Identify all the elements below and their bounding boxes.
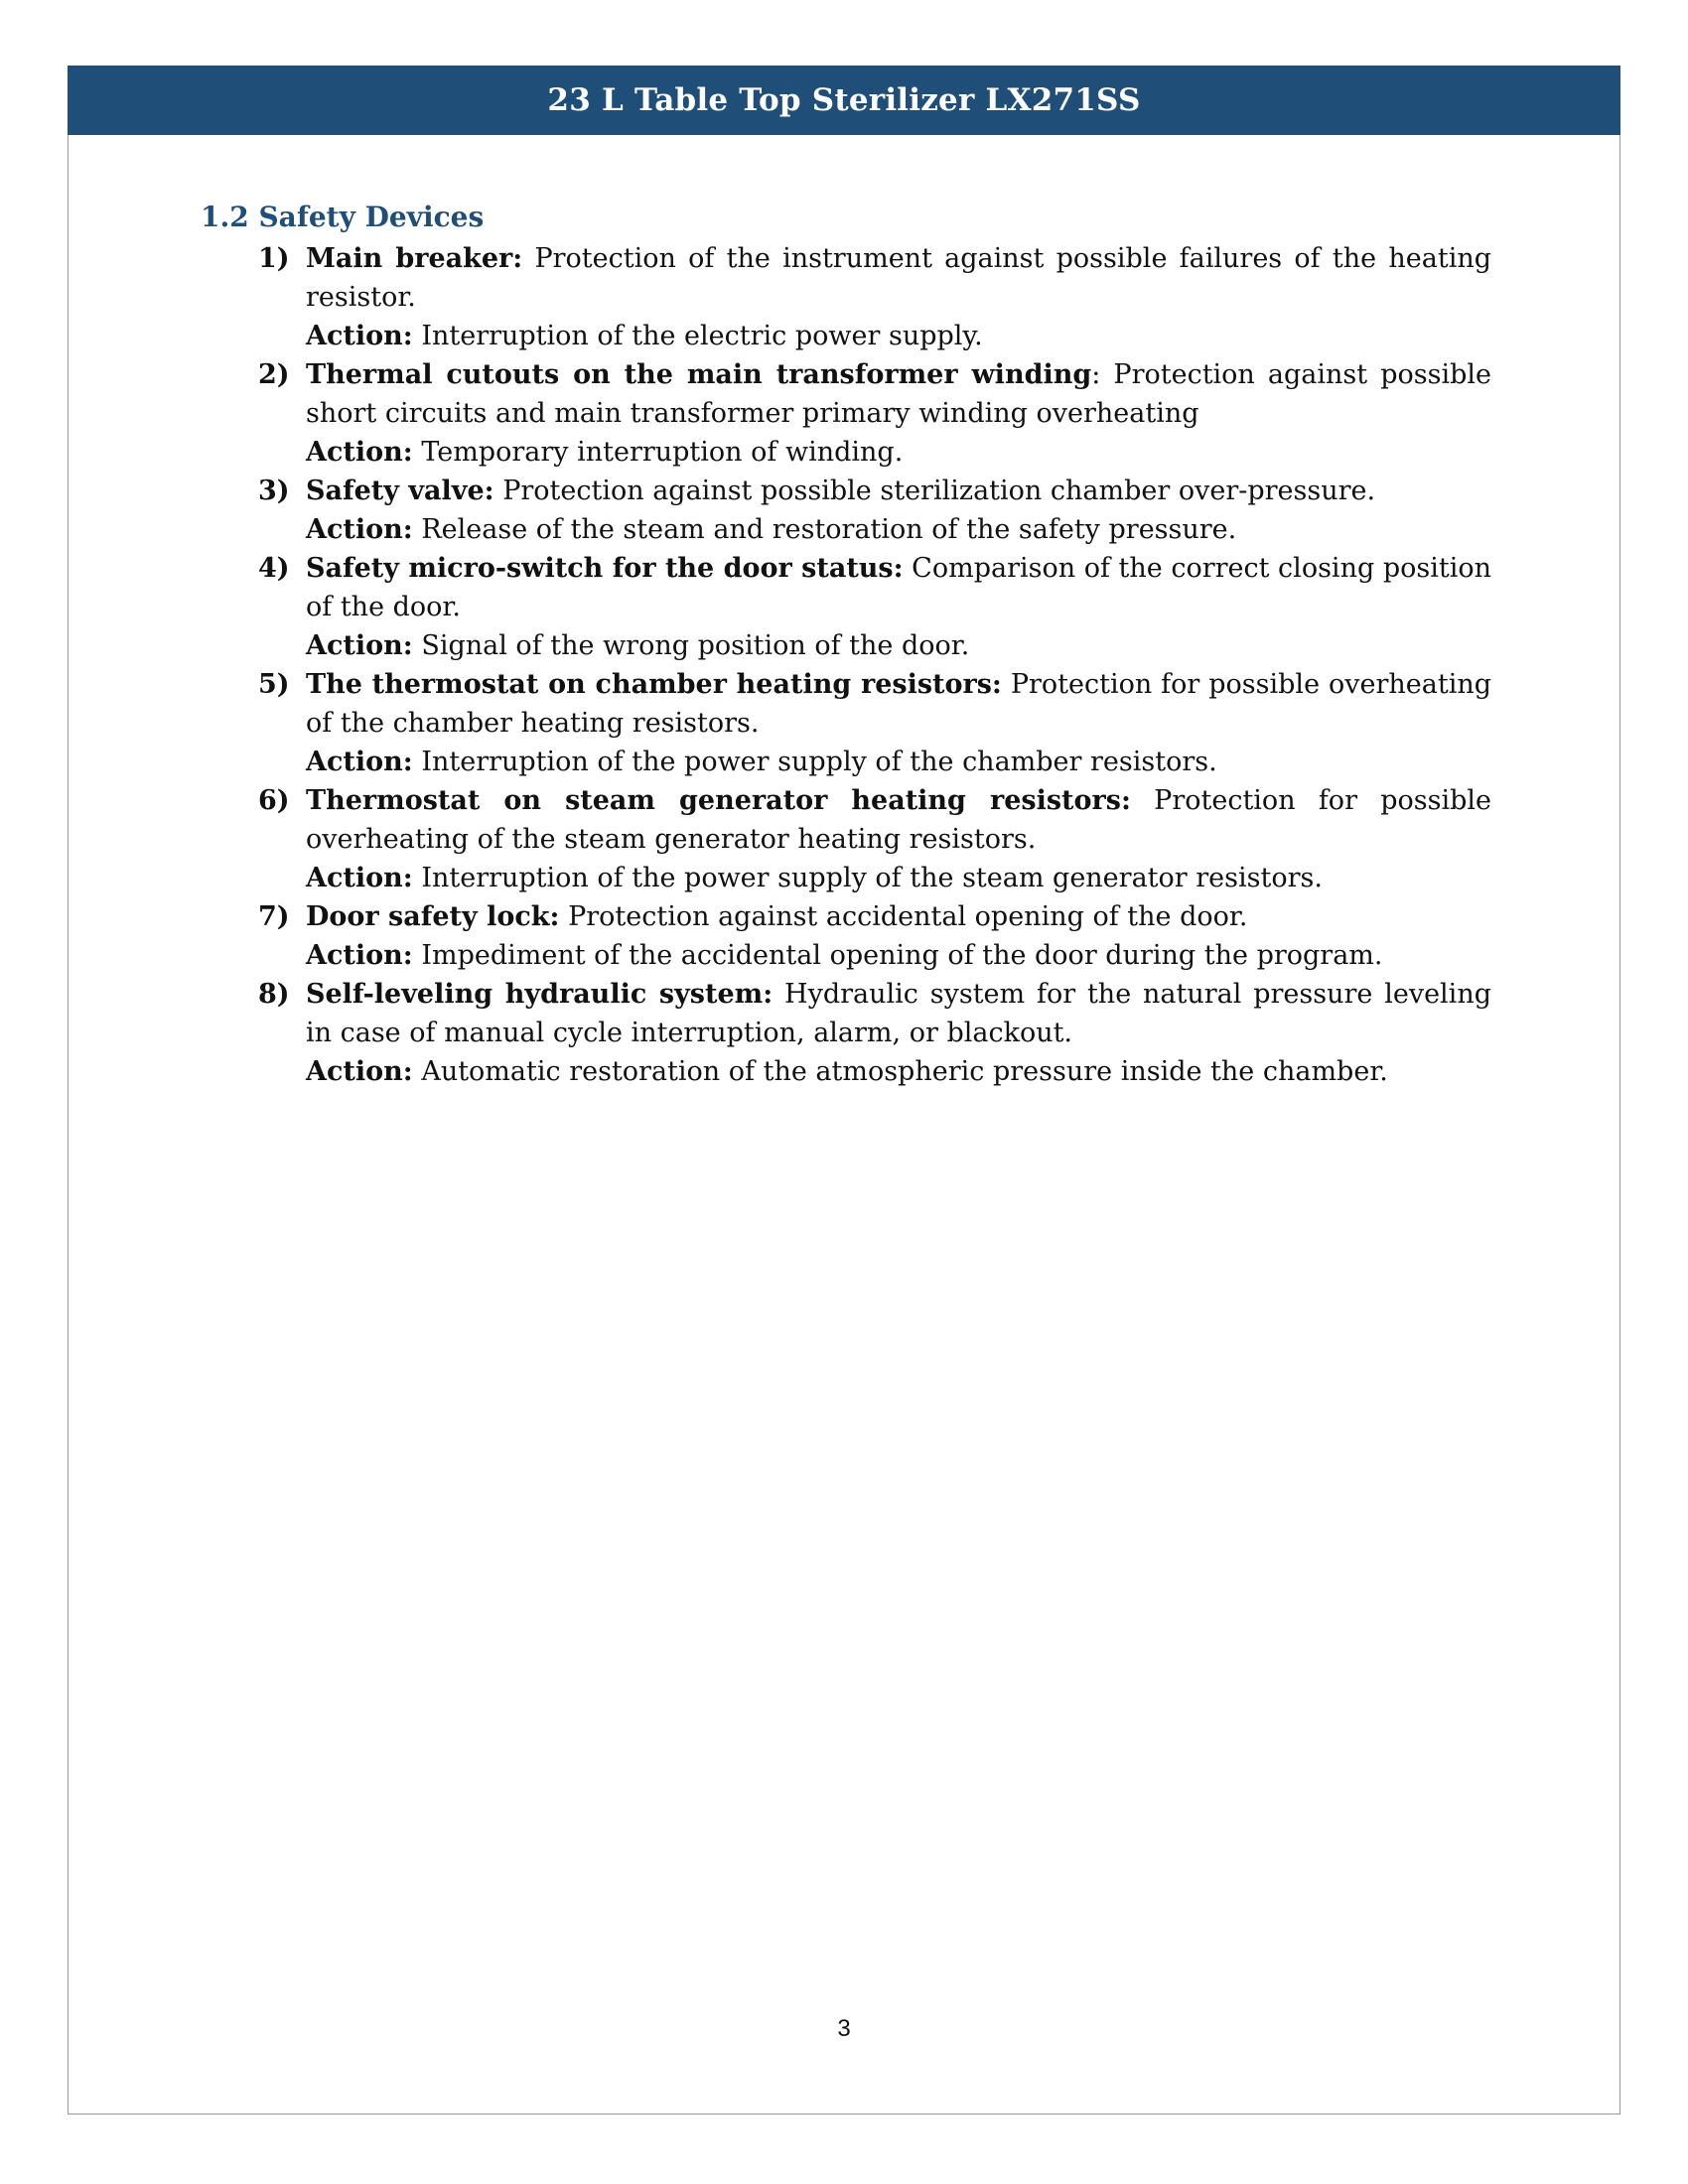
item-text: Hydraulic system for the natural pressure leveling in case of manual cycle interruption, alarm, or blackout. [306,979,1491,1048]
item-description [306,355,1491,433]
section-heading: 1.2 Safety Devices [201,201,485,233]
action-label: Action: [306,747,413,777]
action-label: Action: [306,863,413,893]
action-label: Action: [306,514,413,545]
item-text: Comparison of the correct closing position of the door. [306,553,1491,622]
item-text: Protection against possible short circuits and main transformer primary winding overheating [306,359,1491,429]
action-text: Interruption of the power supply of the chamber resistors. [412,747,1217,777]
action-text: Release of the steam and restoration of the safety pressure. [412,514,1237,545]
safety-devices-list [199,239,1491,1091]
list-item [199,975,1491,1091]
action-text: Interruption of the electric power supply. [412,321,983,351]
item-term: Safety micro-switch for the door status: [306,553,904,584]
item-term: Main breaker: [306,243,523,274]
list-item [199,472,1491,549]
item-description [306,975,1491,1052]
item-action [306,743,1491,781]
item-text: Protection against accidental opening of the door. [559,901,1248,932]
action-label: Action: [306,1056,413,1087]
item-action [306,626,1491,665]
action-text: Automatic restoration of the atmospheric pressure inside the chamber. [412,1056,1388,1087]
item-description [306,549,1491,626]
item-number: 7) [258,901,290,932]
item-action [306,510,1491,549]
item-term: Self-leveling hydraulic system: [306,979,774,1010]
item-description [306,665,1491,743]
item-action [306,1052,1491,1091]
item-text: Protection of the instrument against possible failures of the heating resistor. [306,243,1491,313]
list-item [199,239,1491,355]
item-term: Thermostat on steam generator heating resistors: [306,785,1131,816]
document-title: 23 L Table Top Sterilizer LX271SS [547,82,1141,118]
item-description [306,472,1491,510]
item-action [306,859,1491,897]
item-number: 6) [258,785,290,816]
list-item [199,897,1491,975]
item-description [306,781,1491,859]
item-text: Protection for possible overheating of the steam generator heating resistors. [306,785,1491,855]
item-term: Safety valve: [306,476,494,506]
item-term: Thermal cutouts on the main transformer winding [306,359,1092,390]
list-item [199,665,1491,781]
item-text: Protection for possible overheating of the chamber heating resistors. [306,669,1491,739]
action-label: Action: [306,321,413,351]
action-text: Signal of the wrong position of the door. [412,630,970,661]
item-term: The thermostat on chamber heating resistors: [306,669,1002,700]
item-number: 8) [258,979,290,1010]
item-description [306,239,1491,317]
item-action [306,433,1491,472]
action-label: Action: [306,940,413,971]
item-term-separator: : [1091,359,1101,390]
page-number: 3 [837,2015,851,2042]
item-action [306,936,1491,975]
action-text: Impediment of the accidental opening of the door during the program. [412,940,1383,971]
action-label: Action: [306,437,413,468]
item-number: 2) [258,359,290,390]
action-label: Action: [306,630,413,661]
item-number: 3) [258,476,290,506]
action-text: Interruption of the power supply of the steam generator resistors. [412,863,1323,893]
item-number: 4) [258,553,290,584]
item-action [306,317,1491,355]
item-number: 1) [258,243,290,274]
list-item [199,355,1491,472]
item-description [306,897,1491,936]
item-number: 5) [258,669,290,700]
item-term: Door safety lock: [306,901,560,932]
list-item [199,549,1491,665]
action-text: Temporary interruption of winding. [412,437,904,468]
header-bar [68,66,1620,135]
list-item [199,781,1491,897]
item-text: Protection against possible sterilization chamber over-pressure. [493,476,1376,506]
